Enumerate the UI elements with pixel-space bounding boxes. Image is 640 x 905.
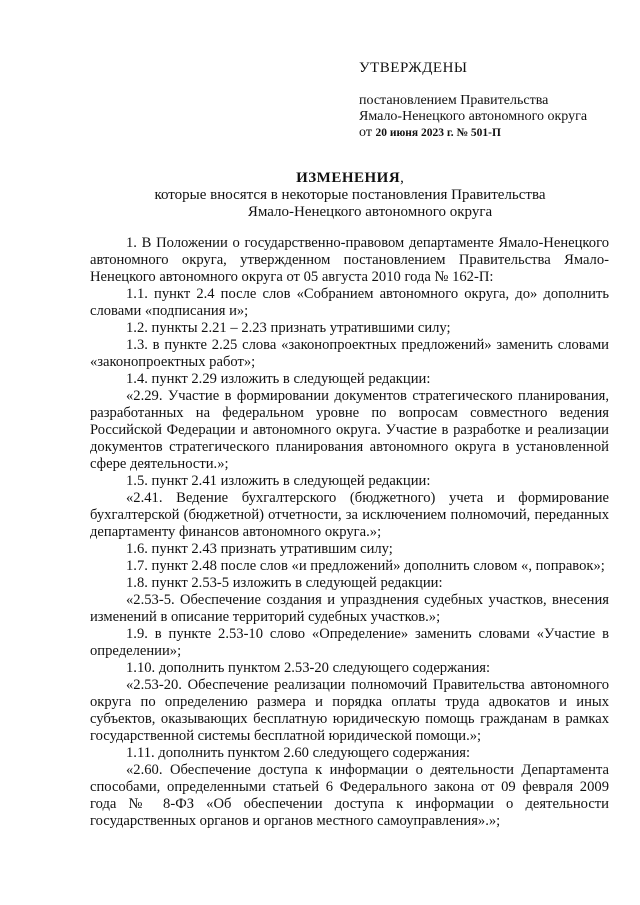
heading-title-line [90, 170, 610, 187]
paragraph-1-8: 1.8. пункт 2.53-5 изложить в следующей редакции: [126, 575, 443, 591]
paragraph-1-10: 1.10. дополнить пунктом 2.53-20 следующего содержания: [126, 660, 491, 676]
paragraph-2-53-5-text: «2.53-5. Обеспечение создания и упразднения судебных участков, внесения изменений в описание территорий судебных участков.»; [90, 592, 609, 625]
paragraph-1: 1. В Положении о государственно-правовом департаменте Ямало-Ненецкого автономного округа, утвержденном постановлением Правительства Ямало-Ненецкого автономного округа от 05 августа 2010 года № 162-П: [90, 235, 609, 285]
paragraph-1-6: 1.6. пункт 2.43 признать утратившим силу; [126, 541, 393, 557]
paragraph-1-11: 1.11. дополнить пунктом 2.60 следующего содержания: [126, 745, 471, 761]
heading-subtitle-2: Ямало-Ненецкого автономного округа [247, 204, 493, 220]
paragraph-1-7: 1.7. пункт 2.48 после слов «и предложений» дополнить словом «, поправок»; [126, 558, 605, 574]
paragraph-2-53-20-text: «2.53-20. Обеспечение реализации полномочий Правительства автономного округа по определению размера и порядка оплаты труда адвокатов и иных субъектов, оказывающих бесплатную юридическую помощь гражданам в рамках государственной системы бесплатной юридической помощи.»; [90, 677, 609, 744]
paragraph-1-1: 1.1. пункт 2.4 после слов «Собранием автономного округа, до» дополнить словами «подписания и»; [90, 286, 609, 319]
heading-title: ИЗМЕНЕНИЯ [296, 170, 401, 186]
approval-region-line: Ямало-Ненецкого автономного округа [359, 109, 588, 124]
paragraph-1-9: 1.9. в пункте 2.53-10 слово «Определение» заменить словами «Участие в определении»; [90, 626, 609, 659]
approval-date-prefix: от [359, 125, 372, 140]
paragraph-1-3: 1.3. в пункте 2.25 слова «законопроектных предложений» заменить словами «законопроектных работ»; [90, 337, 609, 370]
approval-title: УТВЕРЖДЕНЫ [359, 60, 468, 76]
paragraph-1-4: 1.4. пункт 2.29 изложить в следующей редакции: [126, 371, 431, 387]
paragraph-1-2: 1.2. пункты 2.21 – 2.23 признать утратившими силу; [126, 320, 451, 336]
approval-block [359, 60, 629, 141]
document-heading [90, 170, 610, 221]
paragraph-1-5: 1.5. пункт 2.41 изложить в следующей редакции: [126, 473, 431, 489]
document-body [90, 235, 609, 830]
paragraph-2-60-text: «2.60. Обеспечение доступа к информации о деятельности Департамента способами, определенными статьей 6 Федерального закона от 09 февраля 2009 года № 8-ФЗ «Об обеспечении доступа к информации о деятельности государственных органов и органов местного самоуправления».»; [90, 762, 609, 829]
heading-title-suffix: , [400, 170, 404, 186]
paragraph-2-41-text: «2.41. Ведение бухгалтерского (бюджетного) учета и формирование бухгалтерской (бюджетной) отчетности, за исключением полномочий, переданных департаменту финансов автономного округа.»; [90, 490, 609, 540]
paragraph-2-29-text: «2.29. Участие в формировании документов стратегического планирования, разработанных на федеральном уровне по вопросам совместного ведения Российской Федерации и автономного округа. Участие в разработке и реализации документов стратегического планирования автономного округа в установленной сфере деятельности.»; [90, 388, 609, 472]
approval-date-value: 20 июня 2023 г. № 501-П [375, 127, 501, 139]
heading-subtitle-1: которые вносятся в некоторые постановления Правительства [154, 187, 546, 203]
approval-decree-line: постановлением Правительства [359, 93, 549, 108]
approval-date-line [359, 125, 629, 141]
